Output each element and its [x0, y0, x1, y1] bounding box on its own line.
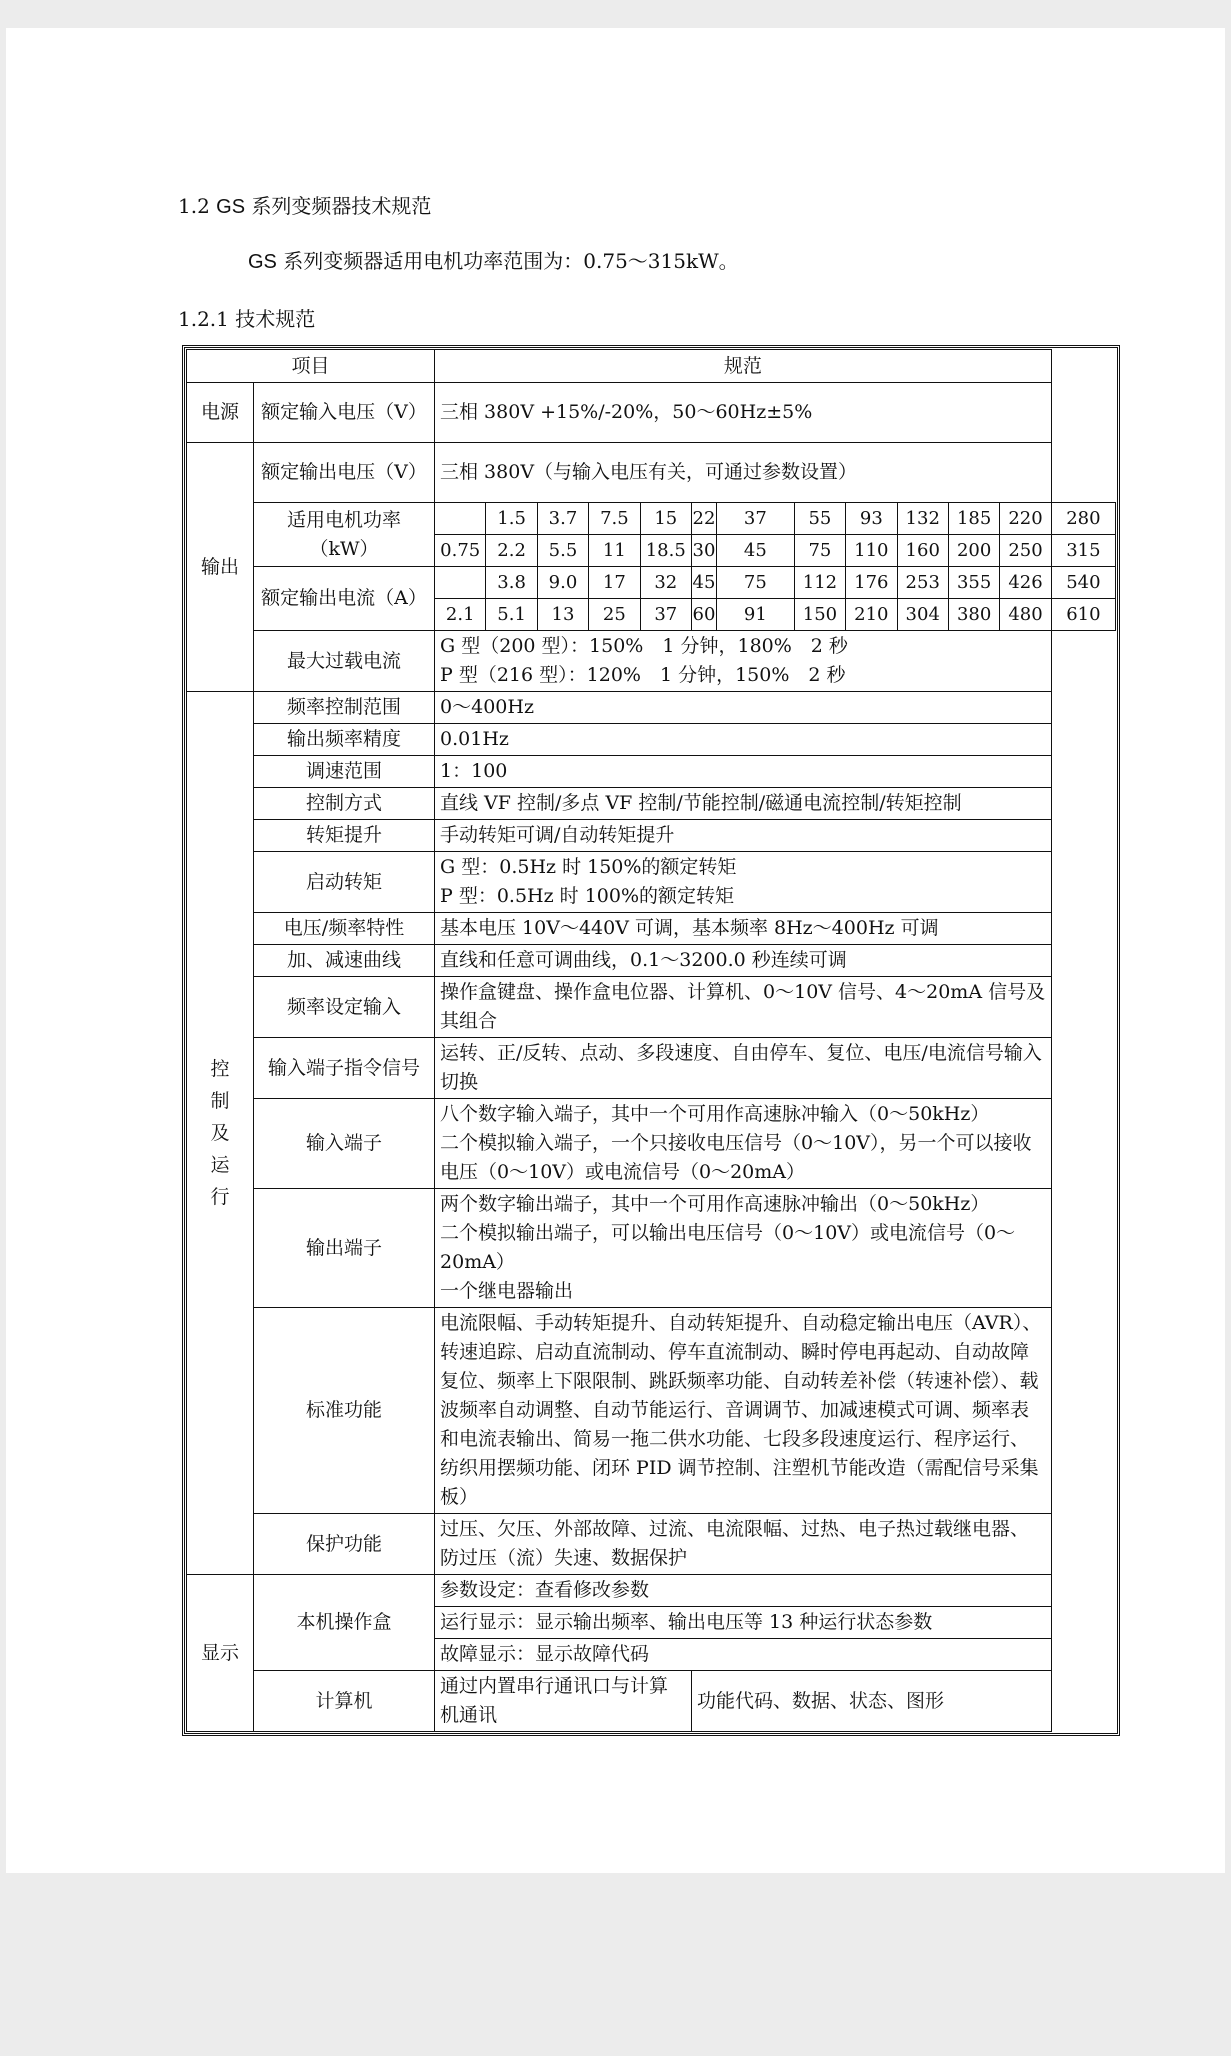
- table-cell: 380: [948, 599, 999, 631]
- table-cell: 9.0: [537, 567, 588, 599]
- table-cell: 315: [1051, 535, 1115, 567]
- table-cell: 11: [589, 535, 640, 567]
- table-cell: 253: [897, 567, 948, 599]
- control-category: 控 制 及 运 行: [187, 692, 254, 1575]
- overload-line-1: G 型（200 型）：150% 1 分钟，180% 2 秒: [440, 635, 848, 657]
- control-row: [187, 756, 1116, 788]
- control-row: [187, 1099, 1116, 1189]
- table-cell: 32: [640, 567, 691, 599]
- table-cell: 17: [589, 567, 640, 599]
- display-row-1: [187, 1575, 1116, 1607]
- control-row: [187, 977, 1116, 1038]
- control-value: 0.01Hz: [435, 724, 1052, 756]
- table-cell: 1.5: [486, 503, 537, 535]
- control-label: 输入端子指令信号: [254, 1038, 435, 1099]
- control-label: 输出端子: [254, 1189, 435, 1308]
- control-value: 操作盒键盘、操作盒电位器、计算机、0～10V 信号、4～20mA 信号及其组合: [435, 977, 1052, 1038]
- power-label: 额定输入电压（V）: [254, 383, 435, 443]
- control-label: 输入端子: [254, 1099, 435, 1189]
- intro-paragraph: GS 系列变频器适用电机功率范围为：0.75～315kW。: [248, 249, 739, 273]
- computer-comm: 通过内置串行通讯口与计算机通讯: [435, 1671, 692, 1732]
- panel-label: 本机操作盒: [254, 1575, 435, 1671]
- control-label: 电压/频率特性: [254, 913, 435, 945]
- panel-item: 运行显示：显示输出频率、输出电压等 13 种运行状态参数: [435, 1607, 1052, 1639]
- table-cell: 22: [691, 503, 716, 535]
- table-cell: 280: [1051, 503, 1115, 535]
- table-cell: 75: [716, 567, 794, 599]
- control-row: [187, 820, 1116, 852]
- table-cell: 91: [716, 599, 794, 631]
- motor-power-label: 适用电机功率（kW）: [254, 503, 435, 567]
- control-row: [187, 1514, 1116, 1575]
- control-label: 调速范围: [254, 756, 435, 788]
- power-row: [187, 383, 1116, 443]
- table-cell: 5.1: [486, 599, 537, 631]
- table-cell: 5.5: [537, 535, 588, 567]
- table-cell: 25: [589, 599, 640, 631]
- subsection-heading: 1.2.1 技术规范: [178, 307, 316, 331]
- output-voltage-label: 额定输出电压（V）: [254, 443, 435, 503]
- power-category: 电源: [187, 383, 254, 443]
- display-category: 显示: [187, 1575, 254, 1732]
- table-cell: 210: [846, 599, 897, 631]
- table-cell: 3.7: [537, 503, 588, 535]
- output-voltage-value: 三相 380V（与输入电压有关，可通过参数设置）: [435, 443, 1052, 503]
- table-cell: 7.5: [589, 503, 640, 535]
- table-cell: 426: [1000, 567, 1051, 599]
- control-value: 两个数字输出端子，其中一个可用作高速脉冲输出（0～50kHz） 二个模拟输出端子，可以输出电压信号（0～10V）或电流信号（0～20mA） 一个继电器输出: [435, 1189, 1052, 1308]
- control-value: 手动转矩可调/自动转矩提升: [435, 820, 1052, 852]
- table-cell: 200: [948, 535, 999, 567]
- control-row: [187, 852, 1116, 913]
- output-voltage-row: [187, 443, 1116, 503]
- header-spec: 规范: [435, 350, 1052, 383]
- control-value: 1：100: [435, 756, 1052, 788]
- output-category: 输出: [187, 443, 254, 692]
- overload-line-2: P 型（216 型）：120% 1 分钟，150% 2 秒: [440, 664, 846, 686]
- control-row: [187, 1308, 1116, 1514]
- control-row: [187, 913, 1116, 945]
- control-label: 输出频率精度: [254, 724, 435, 756]
- spec-table-frame: [182, 345, 1120, 1736]
- table-cell: 112: [794, 567, 845, 599]
- control-value: 直线 VF 控制/多点 VF 控制/节能控制/磁通电流控制/转矩控制: [435, 788, 1052, 820]
- display-row-4: [187, 1671, 1116, 1732]
- control-value: 直线和任意可调曲线，0.1～3200.0 秒连续可调: [435, 945, 1052, 977]
- control-label: 频率控制范围: [254, 692, 435, 724]
- table-cell: 13: [537, 599, 588, 631]
- table-cell: 176: [846, 567, 897, 599]
- table-cell: 3.8: [486, 567, 537, 599]
- table-cell: 45: [716, 535, 794, 567]
- table-cell: 355: [948, 567, 999, 599]
- table-cell: [435, 503, 486, 535]
- control-value: 运转、正/反转、点动、多段速度、自由停车、复位、电压/电流信号输入切换: [435, 1038, 1052, 1099]
- spec-table: [186, 349, 1116, 1732]
- panel-item: 参数设定：查看修改参数: [435, 1575, 1052, 1607]
- control-value: 0～400Hz: [435, 692, 1052, 724]
- table-cell: 160: [897, 535, 948, 567]
- table-cell: 37: [716, 503, 794, 535]
- table-cell: 220: [1000, 503, 1051, 535]
- control-label: 保护功能: [254, 1514, 435, 1575]
- table-cell: 610: [1051, 599, 1115, 631]
- overload-label: 最大过载电流: [254, 631, 435, 692]
- control-row: [187, 945, 1116, 977]
- control-section: [187, 692, 1116, 1575]
- header-item: 项目: [187, 350, 435, 383]
- overload-value: [435, 631, 1052, 692]
- table-cell: 15: [640, 503, 691, 535]
- control-row: [187, 1038, 1116, 1099]
- table-cell: 37: [640, 599, 691, 631]
- computer-label: 计算机: [254, 1671, 435, 1732]
- table-cell: 55: [794, 503, 845, 535]
- current-label: 额定输出电流（A）: [254, 567, 435, 631]
- table-cell: 185: [948, 503, 999, 535]
- table-cell: 110: [846, 535, 897, 567]
- table-cell: 540: [1051, 567, 1115, 599]
- panel-item: 故障显示：显示故障代码: [435, 1639, 1052, 1671]
- table-cell: 30: [691, 535, 716, 567]
- control-label: 加、减速曲线: [254, 945, 435, 977]
- control-label: 启动转矩: [254, 852, 435, 913]
- control-row: [187, 724, 1116, 756]
- motor-power-row-1: [187, 503, 1116, 535]
- section-heading: 1.2 GS 系列变频器技术规范: [178, 194, 432, 218]
- table-cell: 480: [1000, 599, 1051, 631]
- header-row: [187, 350, 1116, 383]
- table-cell: [435, 567, 486, 599]
- table-cell: 250: [1000, 535, 1051, 567]
- computer-value: 功能代码、数据、状态、图形: [691, 1671, 1051, 1732]
- control-label: 频率设定输入: [254, 977, 435, 1038]
- control-label: 控制方式: [254, 788, 435, 820]
- control-value: G 型：0.5Hz 时 150%的额定转矩 P 型：0.5Hz 时 100%的额定转矩: [435, 852, 1052, 913]
- control-value: 八个数字输入端子，其中一个可用作高速脉冲输入（0～50kHz） 二个模拟输入端子，一个只接收电压信号（0～10V），另一个可以接收电压（0～10V）或电流信号（0～20mA）: [435, 1099, 1052, 1189]
- control-value: 电流限幅、手动转矩提升、自动转矩提升、自动稳定输出电压（AVR）、转速追踪、启动直流制动、停车直流制动、瞬时停电再起动、自动故障复位、频率上下限限制、跳跃频率功能、自动转差补偿（转速补偿）、载波频率自动调整、自动节能运行、音调调节、加减速模式可调、频率表和电流表输出、简易一拖二供水功能、七段多段速度运行、程序运行、纺织用摆频功能、闭环 PID 调节控制、注塑机节能改造（需配信号采集板）: [435, 1308, 1052, 1514]
- control-row: [187, 1189, 1116, 1308]
- control-row: [187, 692, 1116, 724]
- control-label: 标准功能: [254, 1308, 435, 1514]
- table-cell: 45: [691, 567, 716, 599]
- table-cell: 2.1: [435, 599, 486, 631]
- current-row-1: [187, 567, 1116, 599]
- control-label: 转矩提升: [254, 820, 435, 852]
- table-cell: 2.2: [486, 535, 537, 567]
- control-value: 过压、欠压、外部故障、过流、电流限幅、过热、电子热过载继电器、防过压（流）失速、数据保护: [435, 1514, 1052, 1575]
- table-cell: 75: [794, 535, 845, 567]
- table-cell: 60: [691, 599, 716, 631]
- table-cell: 18.5: [640, 535, 691, 567]
- table-cell: 150: [794, 599, 845, 631]
- overload-row: [187, 631, 1116, 692]
- table-cell: 304: [897, 599, 948, 631]
- control-value: 基本电压 10V～440V 可调，基本频率 8Hz～400Hz 可调: [435, 913, 1052, 945]
- power-value: 三相 380V +15%/-20%，50～60Hz±5%: [435, 383, 1052, 443]
- table-cell: 93: [846, 503, 897, 535]
- control-row: [187, 788, 1116, 820]
- table-cell: 0.75: [435, 535, 486, 567]
- table-cell: 132: [897, 503, 948, 535]
